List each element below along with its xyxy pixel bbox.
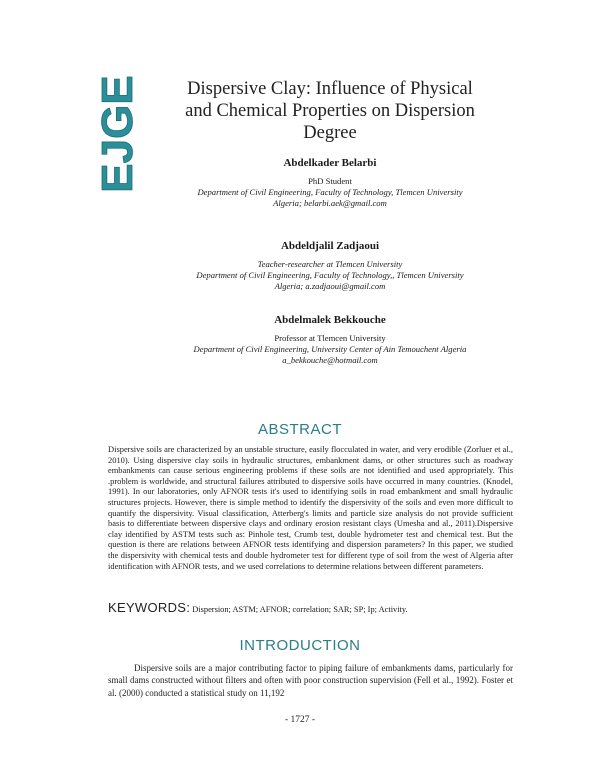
- author-department: Department of Civil Engineering, Faculty of Technology, Tlemcen University: [197, 187, 463, 197]
- keywords-label: KEYWORDS:: [108, 600, 191, 615]
- keywords: [108, 602, 528, 616]
- author-name: Abdelmalek Bekkouche: [274, 314, 386, 326]
- author-name: Abdeldjalil Zadjaoui: [280, 240, 380, 252]
- author-email: a_bekkouche@hotmail.com: [282, 355, 378, 365]
- author-department: Department of Civil Engineering, University Center of Ain Temouchent Algeria: [193, 344, 467, 354]
- introduction-text: Dispersive soils are a major contributing factor to piping failure of embankments dams, particularly for small dams constructed without filters and often with poor construction supervision (Fell et al., 1992). Foster et al. (2000) conducted a statistical study on 11,192: [108, 663, 513, 698]
- author-block-2: [150, 239, 510, 292]
- author-position: Professor at Tlemcen University: [274, 333, 386, 343]
- abstract-text: Dispersive soils are characterized by an unstable structure, easily flocculated in water, and very erodible (Zorluer et al., 2010). Using dispersive clay soils in hydraulic structures, embankment dams, or other structures such as roadway embankments can cause serious engineering problems if these soils are not identified and used appropriately. This .problem is worldwide, and structural failures attributed to dispersive soils have occurred in many countries. (Knodel, 1991). In our laboratories, only AFNOR tests it's used to identifying soils in road embankment and small hydraulic structures projects. However, there is simple method to identify the dispersivity of the soils and even more difficult to quantify the dispersivity. Visual classification, Atterberg's limits and particle size analysis do not provide sufficient basis to differentiate between dispersive clays and ordinary erosion resistant clays (Umesha and al., 2011).Dispersive clay identified by ASTM tests such as: Pinhole test, Crumb test, double hydrometer test and chemical test. But the question is there are relations between AFNOR tests identifying and dispersion parameters? In this paper, we studied the dispersivity with chemical tests and double hydrometer test for different type of soil from the west of Algeria after identification with AFNOR tests, and we used correlations to determine relations between different parameters.: [108, 444, 513, 571]
- journal-logo: [93, 75, 142, 193]
- author-email: Algeria; belarbi.aek@gmail.com: [273, 198, 387, 208]
- journal-logo-text: EJGE: [93, 75, 142, 193]
- abstract-heading: ABSTRACT: [257, 421, 342, 438]
- introduction-heading: INTRODUCTION: [239, 637, 361, 654]
- author-department: Department of Civil Engineering, Faculty of Technology,, Tlemcen University: [196, 270, 464, 280]
- author-block-1: [150, 156, 510, 209]
- paper-title: Dispersive Clay: Influence of Physical and Chemical Properties on Dispersion Degree: [185, 79, 475, 143]
- author-position: PhD Student: [308, 176, 352, 186]
- keywords-text: Dispersion; ASTM; AFNOR; correlation; SAR; SP; Ip; Activity.: [192, 605, 408, 614]
- author-name: Abdelkader Belarbi: [283, 157, 377, 169]
- author-block-3: [150, 313, 510, 366]
- author-position: Teacher-researcher at Tlemcen University: [257, 259, 403, 269]
- page-number: - 1727 -: [284, 715, 316, 725]
- author-email: Algeria; a.zadjaoui@gmail.com: [274, 281, 386, 291]
